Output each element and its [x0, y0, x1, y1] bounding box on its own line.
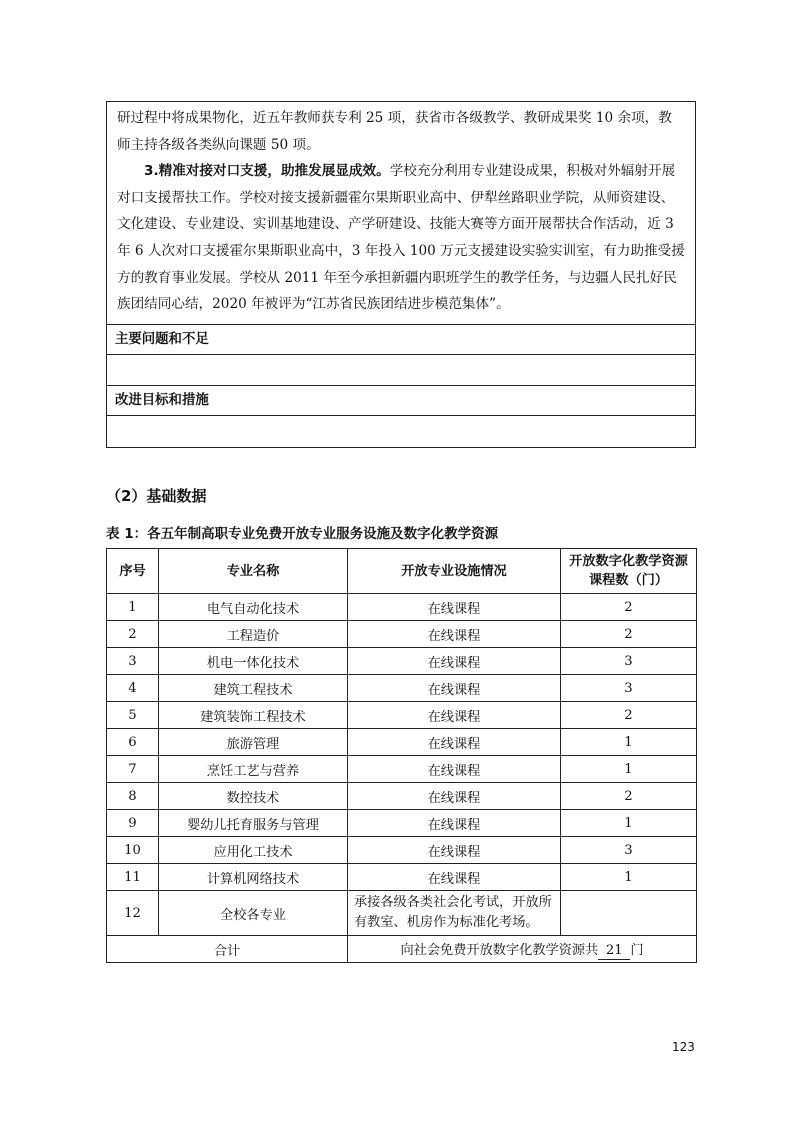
header-no: 序号	[107, 549, 159, 594]
cell-facility: 在线课程	[348, 648, 561, 675]
problems-label: 主要问题和不足	[107, 325, 695, 355]
cell-no: 11	[107, 864, 159, 891]
cell-no: 5	[107, 702, 159, 729]
cell-major: 数控技术	[159, 783, 348, 810]
cell-courses: 1	[561, 729, 697, 756]
cell-facility: 在线课程	[348, 675, 561, 702]
table-row	[107, 702, 697, 729]
cell-major: 建筑工程技术	[159, 675, 348, 702]
cell-facility: 在线课程	[348, 783, 561, 810]
cell-no: 7	[107, 756, 159, 783]
improvement-content	[107, 416, 695, 447]
cell-no: 2	[107, 621, 159, 648]
header-courses: 开放数字化教学资源课程数（门）	[561, 549, 697, 594]
cell-courses: 2	[561, 702, 697, 729]
total-label: 合计	[107, 936, 348, 963]
cell-facility: 在线课程	[348, 621, 561, 648]
page-number: 123	[672, 1040, 695, 1054]
cell-major: 工程造价	[159, 621, 348, 648]
table-caption: 表 1：各五年制高职专业免费开放专业服务设施及数字化教学资源	[106, 526, 499, 542]
cell-major: 建筑装饰工程技术	[159, 702, 348, 729]
table-row	[107, 756, 697, 783]
cell-facility: 在线课程	[348, 864, 561, 891]
resource-table	[106, 548, 697, 963]
paragraph-2-lead: 3.精准对接对口支援，助推发展显成效。	[144, 163, 390, 180]
table-row	[107, 675, 697, 702]
cell-no: 10	[107, 837, 159, 864]
total-suffix: 门	[630, 942, 644, 958]
cell-courses: 3	[561, 837, 697, 864]
header-facility: 开放专业设施情况	[348, 549, 561, 594]
table-total-row	[107, 936, 697, 963]
cell-no: 3	[107, 648, 159, 675]
cell-no: 1	[107, 594, 159, 621]
cell-no: 6	[107, 729, 159, 756]
cell-no: 9	[107, 810, 159, 837]
table-row	[107, 648, 697, 675]
table-row	[107, 810, 697, 837]
cell-facility: 在线课程	[348, 729, 561, 756]
improvement-label: 改进目标和措施	[107, 386, 695, 416]
cell-major: 计算机网络技术	[159, 864, 348, 891]
cell-no: 4	[107, 675, 159, 702]
cell-major: 婴幼儿托育服务与管理	[159, 810, 348, 837]
total-prefix: 向社会免费开放数字化教学资源共	[400, 942, 599, 958]
cell-courses: 1	[561, 756, 697, 783]
table-row	[107, 621, 697, 648]
cell-major: 电气自动化技术	[159, 594, 348, 621]
cell-courses	[561, 891, 697, 936]
table-row	[107, 594, 697, 621]
cell-major: 烹饪工艺与营养	[159, 756, 348, 783]
cell-facility: 在线课程	[348, 837, 561, 864]
cell-major: 旅游管理	[159, 729, 348, 756]
report-content-box	[106, 101, 696, 448]
table-row	[107, 783, 697, 810]
header-major: 专业名称	[159, 549, 348, 594]
total-value: 21	[598, 943, 630, 960]
table-body	[107, 594, 697, 891]
cell-facility: 在线课程	[348, 702, 561, 729]
cell-facility: 在线课程	[348, 810, 561, 837]
cell-facility: 承接各级各类社会化考试，开放所有教室、机房作为标准化考场。	[348, 891, 561, 936]
cell-no: 8	[107, 783, 159, 810]
table-row	[107, 864, 697, 891]
table-row	[107, 729, 697, 756]
cell-courses: 2	[561, 594, 697, 621]
cell-courses: 3	[561, 648, 697, 675]
cell-major: 机电一体化技术	[159, 648, 348, 675]
table-row	[107, 837, 697, 864]
cell-courses: 1	[561, 864, 697, 891]
total-value-cell	[348, 936, 697, 963]
paragraph-1: 研过程中将成果物化，近五年教师获专利 25 项，获省市各级教学、教研成果奖 10 余项，教师主持各级各类纵向课题 50 项。	[117, 110, 672, 153]
cell-facility: 在线课程	[348, 756, 561, 783]
table-header-row	[107, 549, 697, 594]
section-heading: （2）基础数据	[106, 487, 207, 505]
cell-major: 应用化工技术	[159, 837, 348, 864]
cell-courses: 2	[561, 783, 697, 810]
problems-content	[107, 355, 695, 386]
paragraph-2	[117, 158, 685, 318]
cell-facility: 在线课程	[348, 594, 561, 621]
paragraph-2-body: 学校充分利用专业建设成果，积极对外辐射开展对口支援帮扶工作。学校对接支援新疆霍尔果斯职业高中、伊犁丝路职业学院，从师资建设、文化建设、专业建设、实训基地建设、产学研建设、技能大赛等方面开展帮扶合作活动，近 3 年 6 人次对口支援霍尔果斯职业高中，3 年投入 100 万元支援建设实验实训室，有力助推受援方的教育事业发展。学校从 2011 年至今承担新疆内职班学生的教学任务，与边疆人民扎好民族团结同心结，2020 年被评为“江苏省民族团结进步模范集体”。	[117, 163, 685, 313]
cell-courses: 2	[561, 621, 697, 648]
cell-no: 12	[107, 891, 159, 936]
table-row-12	[107, 891, 697, 936]
achievement-text	[107, 102, 695, 325]
cell-courses: 3	[561, 675, 697, 702]
cell-major: 全校各专业	[159, 891, 348, 936]
cell-courses: 1	[561, 810, 697, 837]
